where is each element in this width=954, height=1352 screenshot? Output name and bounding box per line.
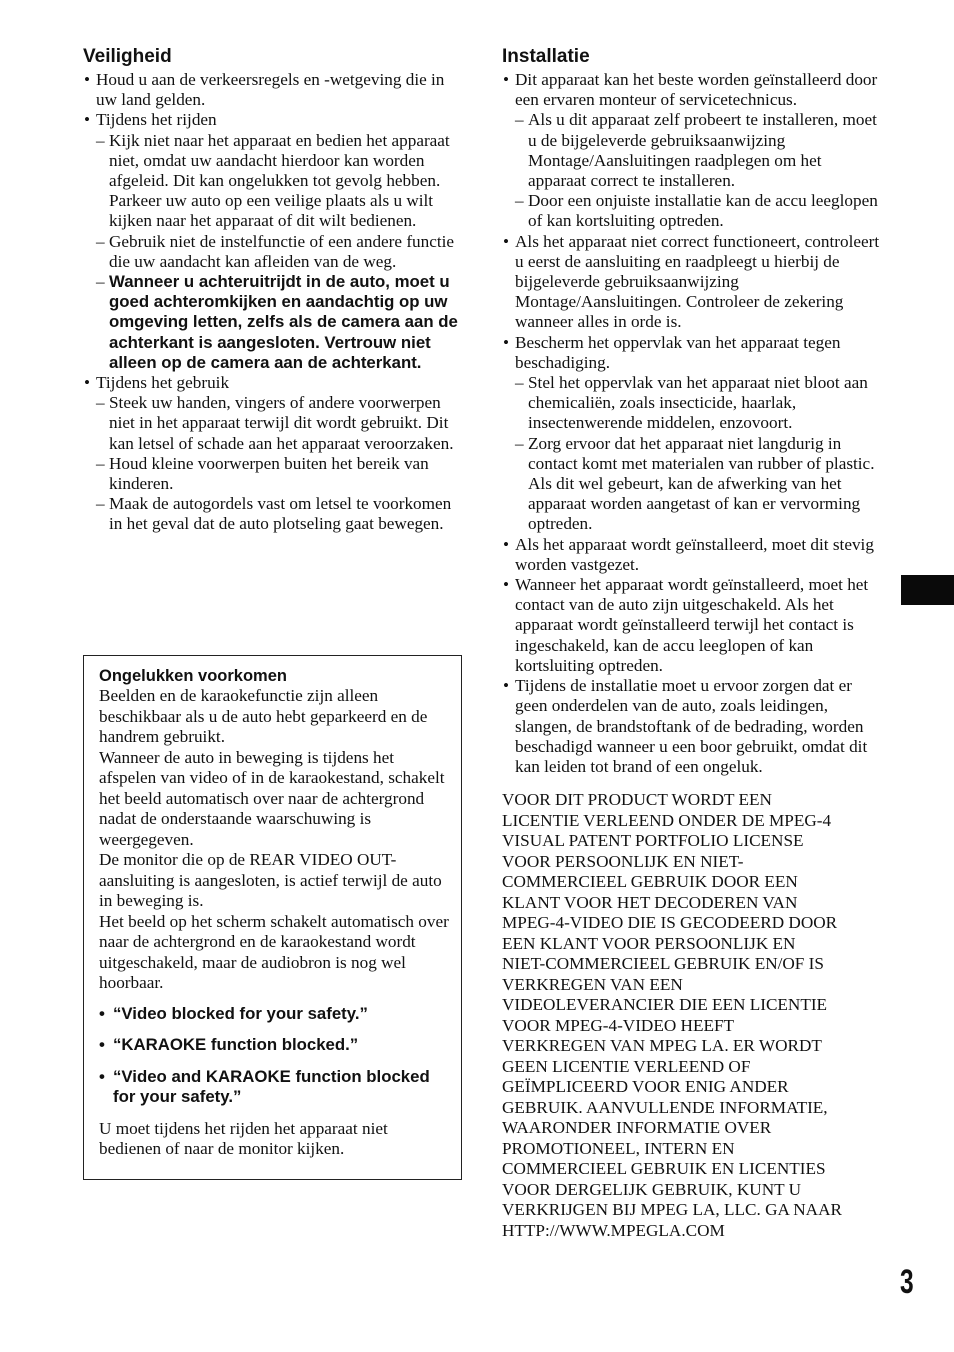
license-line: MPEG-4-VIDEO DIE IS GECODEERD DOOR bbox=[502, 913, 838, 932]
license-line: PROMOTIONEEL, INTERN EN bbox=[502, 1138, 735, 1158]
safety-item-text: Houd u aan de verkeersregels en -wetgeving die in uw land gelden. bbox=[96, 70, 445, 110]
installation-sublist bbox=[515, 110, 882, 231]
license-line: KLANT VOOR HET DECODEREN VAN bbox=[502, 892, 798, 912]
license-line: NIET-COMMERCIEEL GEBRUIK EN/OF IS bbox=[502, 954, 824, 973]
license-line: VERKRIJGEN BIJ MPEG LA, LLC. GA NAAR bbox=[502, 1200, 842, 1219]
sub-list-item: – Gebruik niet de instelfunctie of een andere functie die uw aandacht kan afleiden van de weg. bbox=[96, 232, 465, 272]
license-line: VOOR DIT PRODUCT WORDT EEN bbox=[502, 790, 772, 809]
license-line: VERKREGEN VAN EEN bbox=[502, 974, 683, 994]
license-line: LICENTIE VERLEEND ONDER DE MPEG-4 bbox=[502, 810, 832, 830]
installation-item-text: Bescherm het oppervlak van het apparaat tegen beschadiging. bbox=[515, 332, 841, 372]
sub-list-item: – Door een onjuiste installatie kan de accu leeglopen of kan kortsluiting optreden. bbox=[515, 191, 882, 231]
list-item: • Als het apparaat niet correct functioneert, controleert u eerst de aansluiting en raadpleegt u hierbij de bijgeleverde gebruiksaanwijzing Montage/Aansluitingen. Controleer de zekering wanneer alles in orde is. bbox=[502, 232, 882, 333]
license-line: EEN KLANT VOOR PERSOONLIJK EN bbox=[502, 933, 796, 953]
safety-item-text: Tijdens het gebruik bbox=[96, 373, 230, 393]
safety-item-text: Tijdens het rijden bbox=[96, 110, 217, 130]
safety-list bbox=[83, 70, 465, 535]
sub-list-item: – Maak de autogordels vast om letsel te voorkomen in het geval dat de auto plotseling gaat bewegen. bbox=[96, 494, 465, 534]
box-paragraph: Wanneer de auto in beweging is tijdens het afspelen van video of in de karaokestand, schakelt het beeld automatisch over naar de achtergrond nadat de onderstaande waarschuwing is weergegeven. bbox=[99, 747, 445, 849]
license-line: VIDEOLEVERANCIER DIE EEN LICENTIE bbox=[502, 995, 828, 1014]
license-line: COMMERCIEEL GEBRUIK DOOR EEN bbox=[502, 872, 798, 891]
box-paragraph: Beelden en de karaokefunctie zijn alleen beschikbaar als u de auto hebt geparkeerd en de handrem gebruikt. bbox=[99, 686, 428, 746]
usage-sublist bbox=[96, 393, 465, 534]
license-line: VERKREGEN VAN MPEG LA. ER WORDT bbox=[502, 1036, 822, 1055]
license-line: VOOR MPEG-4-VIDEO HEEFT bbox=[502, 1015, 735, 1035]
license-line: VOOR PERSOONLIJK EN NIET- bbox=[502, 851, 744, 871]
license-line: COMMERCIEEL GEBRUIK EN LICENTIES bbox=[502, 1159, 826, 1178]
mpeg4-license-notice bbox=[502, 790, 887, 1241]
sub-list-item: – Als u dit apparaat zelf probeert te installeren, moet u de bijgeleverde gebruiksaanwijzing Montage/Aansluitingen raadplegen om het apparaat correct te installeren. bbox=[515, 110, 882, 191]
box-heading: Ongelukken voorkomen bbox=[99, 667, 287, 685]
list-item bbox=[502, 333, 882, 535]
license-line: GEÏMPLICEERD VOOR ENIG ANDER bbox=[502, 1077, 789, 1096]
safety-heading: Veiligheid bbox=[83, 46, 172, 67]
license-line: GEEN LICENTIE VERLEEND OF bbox=[502, 1056, 751, 1076]
page-number: 3 bbox=[900, 1263, 914, 1301]
list-item: • Wanneer het apparaat wordt geïnstalleerd, moet het contact van de auto zijn uitgeschakeld. Als het apparaat wordt geïnstalleerd terwijl het contact is ingeschakeld, kan de accu leeglopen of kan kortsluiting optreden. bbox=[502, 575, 882, 676]
box-body bbox=[99, 686, 449, 994]
reverse-warning-text: Wanneer u achteruitrijdt in de auto, moet u goed achteromkijken en aandachtig op uw omgeving letten, zelfs als de camera aan de achterkant is aangesloten. Vertrouw niet alleen op de camera aan de achterkant. bbox=[109, 272, 458, 372]
license-line: WAARONDER INFORMATIE OVER bbox=[502, 1118, 772, 1137]
sub-list-item: – Houd kleine voorwerpen buiten het bereik van kinderen. bbox=[96, 454, 465, 494]
driving-sublist bbox=[96, 131, 465, 373]
list-item bbox=[502, 70, 882, 232]
box-paragraph: De monitor die op de REAR VIDEO OUT-aansluiting is aangesloten, is actief terwijl de auto in beweging is. bbox=[99, 850, 442, 910]
license-line: HTTP://WWW.MPEGLA.COM bbox=[502, 1220, 725, 1240]
safety-section bbox=[83, 46, 465, 535]
list-item: • Tijdens de installatie moet u ervoor zorgen dat er geen onderdelen van de auto, zoals leidingen, slangen, de brandstoftank of de bedrading, worden beschadigd wanneer u een boor gebruikt, omdat dit kan leiden tot brand of een ongeluk. bbox=[502, 676, 882, 777]
list-item bbox=[83, 373, 465, 535]
warning-message: • “KARAOKE function blocked.” bbox=[99, 1035, 449, 1056]
installation-list bbox=[502, 70, 882, 777]
installation-item-text: Dit apparaat kan het beste worden geïnstalleerd door een ervaren monteur of servicetechnicus. bbox=[515, 70, 878, 110]
list-item bbox=[83, 110, 465, 373]
accident-prevention-box bbox=[83, 655, 462, 1180]
license-line: VISUAL PATENT PORTFOLIO LICENSE bbox=[502, 831, 804, 850]
sub-list-item: – Zorg ervoor dat het apparaat niet langdurig in contact komt met materialen van rubber of plastic. Als dit wel gebeurt, kan de afwerking van het apparaat worden aangetast of kan er vervorming optreden. bbox=[515, 434, 882, 535]
installation-heading: Installatie bbox=[502, 46, 590, 67]
list-item: • Als het apparaat wordt geïnstalleerd, moet dit stevig worden vastgezet. bbox=[502, 535, 882, 575]
surface-sublist bbox=[515, 373, 882, 535]
list-item bbox=[83, 70, 465, 110]
sub-list-item bbox=[96, 272, 465, 373]
sub-list-item: – Steek uw handen, vingers of andere voorwerpen niet in het apparaat terwijl dit wordt gebruikt. Dit kan letsel of schade aan het apparaat veroorzaken. bbox=[96, 393, 465, 454]
warning-message: • “Video blocked for your safety.” bbox=[99, 1004, 449, 1025]
license-line: VOOR DERGELIJK GEBRUIK, KUNT U bbox=[502, 1179, 802, 1199]
warning-message: • “Video and KARAOKE function blocked for your safety.” bbox=[99, 1067, 449, 1108]
box-paragraph: Het beeld op het scherm schakelt automatisch over naar de achtergrond en de karaokestand wordt uitgeschakeld, maar de audiobron is nog wel hoorbaar. bbox=[99, 911, 449, 992]
sub-list-item: – Kijk niet naar het apparaat en bedien het apparaat niet, omdat uw aandacht hierdoor kan worden afgeleid. Dit kan ongelukken tot gevolg hebben. Parkeer uw auto op een veilige plaats als u wilt kijken naar het apparaat of dit wilt bedienen. bbox=[96, 131, 465, 232]
installation-section bbox=[502, 46, 882, 777]
section-tab-marker bbox=[901, 575, 954, 605]
license-line: GEBRUIK. AANVULLENDE INFORMATIE, bbox=[502, 1097, 828, 1117]
box-footer-text: U moet tijdens het rijden het apparaat niet bedienen of naar de monitor kijken. bbox=[99, 1118, 388, 1158]
warning-messages bbox=[99, 1004, 449, 1108]
sub-list-item: – Stel het oppervlak van het apparaat niet bloot aan chemicaliën, zoals insecticide, haarlak, insectenwerende middelen, enzovoort. bbox=[515, 373, 882, 434]
